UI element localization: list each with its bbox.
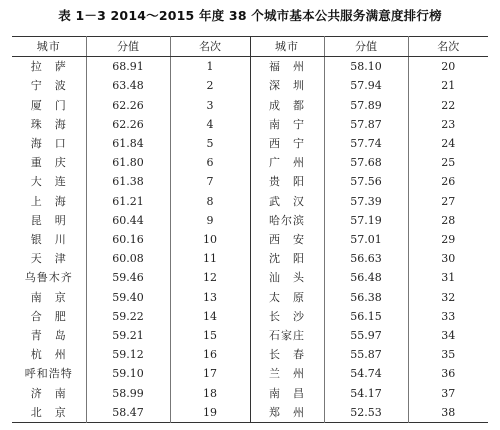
- score-value: 61.21: [86, 192, 170, 211]
- city-name: 贵 阳: [250, 172, 324, 191]
- city-name: 郑 州: [250, 403, 324, 423]
- city-name: 北 京: [12, 403, 86, 423]
- city-name: 石家庄: [250, 326, 324, 345]
- score-value: 56.38: [324, 288, 408, 307]
- table-row: [12, 249, 488, 268]
- city-name: 南 京: [12, 288, 86, 307]
- city-name: 深 圳: [250, 76, 324, 95]
- table-row: [12, 192, 488, 211]
- score-value: 59.10: [86, 364, 170, 383]
- rank-value: 28: [441, 213, 456, 227]
- city-name: 昆 明: [12, 211, 86, 230]
- city-name: 长 沙: [250, 307, 324, 326]
- table-row: [12, 96, 488, 115]
- score-value: 55.97: [324, 326, 408, 345]
- city-name: 大 连: [12, 172, 86, 191]
- city-name: 福 州: [250, 57, 324, 77]
- rank-value: 22: [441, 98, 456, 112]
- rank-value: 2: [170, 76, 250, 95]
- rank-value: 19: [170, 403, 250, 423]
- city-name: 杭 州: [12, 345, 86, 364]
- city-name: 沈 阳: [250, 249, 324, 268]
- ranking-table: [12, 36, 488, 423]
- score-value: 62.26: [86, 96, 170, 115]
- score-value: 60.44: [86, 211, 170, 230]
- rank-value: 31: [441, 271, 456, 285]
- rank-value: 15: [170, 326, 250, 345]
- table-row: [12, 211, 488, 230]
- rank-value: 13: [170, 288, 250, 307]
- score-value: 61.80: [86, 153, 170, 172]
- city-name: 太 原: [250, 288, 324, 307]
- score-value: 57.89: [324, 96, 408, 115]
- rank-value: 34: [441, 329, 456, 343]
- header-rank-left: 名次: [170, 37, 250, 57]
- table-row: [12, 307, 488, 326]
- header-score-right: 分值: [324, 37, 408, 57]
- score-value: 58.99: [86, 384, 170, 403]
- table-row: [12, 153, 488, 172]
- table-title: 表 1－3 2014～2015 年度 38 个城市基本公共服务满意度排行榜: [58, 8, 442, 23]
- score-value: 63.48: [86, 76, 170, 95]
- score-value: 59.12: [86, 345, 170, 364]
- city-name: 武 汉: [250, 192, 324, 211]
- rank-value: 29: [441, 233, 456, 247]
- header-city-left: 城市: [12, 37, 86, 57]
- rank-value: 18: [170, 384, 250, 403]
- table-row: [12, 326, 488, 345]
- score-value: 59.21: [86, 326, 170, 345]
- score-value: 58.47: [86, 403, 170, 423]
- city-name: 宁 波: [12, 76, 86, 95]
- city-name: 银 川: [12, 230, 86, 249]
- table-row: [12, 230, 488, 249]
- score-value: 59.40: [86, 288, 170, 307]
- score-value: 59.46: [86, 268, 170, 287]
- rank-value: 11: [170, 249, 250, 268]
- score-value: 57.74: [324, 134, 408, 153]
- city-name: 南 宁: [250, 115, 324, 134]
- city-name: 乌鲁木齐: [12, 268, 86, 287]
- rank-value: 33: [441, 309, 456, 323]
- table-row: [12, 384, 488, 403]
- table-row: [12, 172, 488, 191]
- city-name: 拉 萨: [12, 57, 86, 77]
- table-body: [12, 57, 488, 423]
- score-value: 60.08: [86, 249, 170, 268]
- score-value: 57.56: [324, 172, 408, 191]
- score-value: 58.10: [324, 57, 408, 77]
- table-row: [12, 57, 488, 77]
- score-value: 54.74: [324, 364, 408, 383]
- rank-value: 3: [170, 96, 250, 115]
- table-row: [12, 288, 488, 307]
- rank-value: 35: [441, 348, 456, 362]
- city-name: 合 肥: [12, 307, 86, 326]
- score-value: 60.16: [86, 230, 170, 249]
- city-name: 长 春: [250, 345, 324, 364]
- table-row: [12, 345, 488, 364]
- table-row: [12, 364, 488, 383]
- score-value: 55.87: [324, 345, 408, 364]
- rank-value: 32: [441, 290, 456, 304]
- score-value: 62.26: [86, 115, 170, 134]
- city-name: 青 岛: [12, 326, 86, 345]
- rank-value: 21: [441, 79, 456, 93]
- score-value: 54.17: [324, 384, 408, 403]
- city-name: 上 海: [12, 192, 86, 211]
- city-name: 呼和浩特: [12, 364, 86, 383]
- header-city-right: 城市: [250, 37, 324, 57]
- rank-value: 10: [170, 230, 250, 249]
- rank-value: 20: [441, 60, 456, 74]
- table-row: [12, 76, 488, 95]
- rank-value: 37: [441, 386, 456, 400]
- score-value: 57.19: [324, 211, 408, 230]
- table-row: [12, 403, 488, 423]
- rank-value: 24: [441, 137, 456, 151]
- rank-value: 26: [441, 175, 456, 189]
- table-row: [12, 134, 488, 153]
- score-value: 57.94: [324, 76, 408, 95]
- score-value: 59.22: [86, 307, 170, 326]
- table-row: [12, 268, 488, 287]
- rank-value: 5: [170, 134, 250, 153]
- rank-value: 6: [170, 153, 250, 172]
- rank-value: 8: [170, 192, 250, 211]
- rank-value: 17: [170, 364, 250, 383]
- score-value: 56.48: [324, 268, 408, 287]
- score-value: 57.39: [324, 192, 408, 211]
- rank-value: 4: [170, 115, 250, 134]
- city-name: 西 安: [250, 230, 324, 249]
- rank-value: 30: [441, 252, 456, 266]
- header-rank-right: 名次: [408, 37, 488, 57]
- score-value: 61.84: [86, 134, 170, 153]
- city-name: 成 都: [250, 96, 324, 115]
- header-score-left: 分值: [86, 37, 170, 57]
- city-name: 厦 门: [12, 96, 86, 115]
- rank-value: 12: [170, 268, 250, 287]
- rank-value: 38: [441, 405, 456, 419]
- city-name: 哈尔滨: [250, 211, 324, 230]
- rank-value: 7: [170, 172, 250, 191]
- score-value: 56.63: [324, 249, 408, 268]
- rank-value: 27: [441, 194, 456, 208]
- rank-value: 23: [441, 117, 456, 131]
- rank-value: 1: [170, 57, 250, 77]
- city-name: 兰 州: [250, 364, 324, 383]
- score-value: 52.53: [324, 403, 408, 423]
- city-name: 济 南: [12, 384, 86, 403]
- score-value: 57.68: [324, 153, 408, 172]
- rank-value: 14: [170, 307, 250, 326]
- rank-value: 9: [170, 211, 250, 230]
- city-name: 海 口: [12, 134, 86, 153]
- rank-value: 16: [170, 345, 250, 364]
- rank-value: 36: [441, 367, 456, 381]
- table-row: [12, 115, 488, 134]
- score-value: 57.87: [324, 115, 408, 134]
- city-name: 珠 海: [12, 115, 86, 134]
- city-name: 重 庆: [12, 153, 86, 172]
- city-name: 南 昌: [250, 384, 324, 403]
- city-name: 天 津: [12, 249, 86, 268]
- city-name: 广 州: [250, 153, 324, 172]
- header-row: [12, 37, 488, 57]
- score-value: 56.15: [324, 307, 408, 326]
- city-name: 汕 头: [250, 268, 324, 287]
- score-value: 61.38: [86, 172, 170, 191]
- score-value: 57.01: [324, 230, 408, 249]
- city-name: 西 宁: [250, 134, 324, 153]
- rank-value: 25: [441, 156, 456, 170]
- score-value: 68.91: [86, 57, 170, 77]
